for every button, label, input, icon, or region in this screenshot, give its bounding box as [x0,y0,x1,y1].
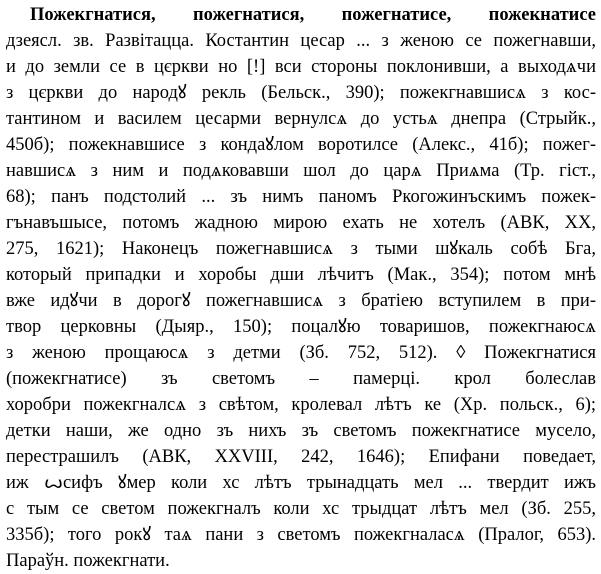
entry-line: 450б); пожекнавшисе з кондаꙋлом воротилсе (Алекс., 41б); пожег- [6,135,596,155]
entry-line: перестрашилъ (АВК, XXVIII, 242, 1646); Епифани поведает, [6,447,596,467]
entry-line: иж ꙍсифъ ꙋмер коли хс лѣтъ трынадцать мел ... твердит ижъ [6,473,596,493]
dictionary-entry [6,2,596,574]
entry-line: который припадки и хоробы дши лѣчитъ (Мак., 354); потом мнѣ [6,265,596,285]
entry-line: твор церковны (Дыяр., 150); поцалꙋю товаришов, пожекгнаюсѧ [6,317,596,337]
entry-line: дзеясл. зв. Развітацца. Костантин цесар ... з женою се пожегнавши, [6,31,596,51]
entry-line: тантином и василем цесарми вернулсѧ до устьѧ днепра (Стрыйк., [6,109,596,129]
entry-line: навшисѧ з ним и подѧковавши шол до царѧ Приѧма (Тр. гіст., [6,161,596,181]
entry-line: (пожекгнатисе) зъ светомъ – памерці. крол болеслав [6,369,596,389]
entry-line: 335б); того рокꙋ таѧ пани з светомъ пожекгналасѧ (Пралог, 653). [6,525,596,545]
entry-line: детки наши, же одно зъ нихъ зъ светомъ пожекгнатисе мусело, [6,421,596,441]
entry-line: и до земли се в цєркви но [!] вси стороны поклонивши, а выходѧчи [6,57,596,77]
entry-line: з цєркви до народꙋ рекль (Бельск., 390); пожекгнавшисѧ з кос- [6,83,596,103]
headword: Пожекгнатися, пожегнатися, пожегнатисе, пожекнатисе [30,5,596,25]
entry-line: хоробри пожекгналсѧ з свѣтом, кролевал лѣтъ ке (Хр. польск., 6); [6,395,596,415]
entry-line: гънавъшысе, потомъ жадною мирою ехать не хотелъ (АВК, XX, [6,213,596,233]
entry-line: 275, 1621); Наконецъ пожегнавшисѧ з тыми шꙋкаль собѣ Бга, [6,239,596,259]
entry-line: вже идꙋчи в дорогꙋ пожегнавшисѧ з братіею вступилем в при- [6,291,596,311]
entry-line: з женою прощаюсѧ з детми (Зб. 752, 512). ◊ Пожекгнатися [6,343,596,363]
entry-line: Параўн. пожекгнати. [6,551,170,571]
entry-line: 68); панъ подстолий ... зъ нимъ паномъ Ркогожинъскимъ пожек- [6,187,596,207]
entry-line: с тым се светом пожекгналъ коли хс трыдцат лѣтъ мел (Зб. 255, [6,499,596,519]
